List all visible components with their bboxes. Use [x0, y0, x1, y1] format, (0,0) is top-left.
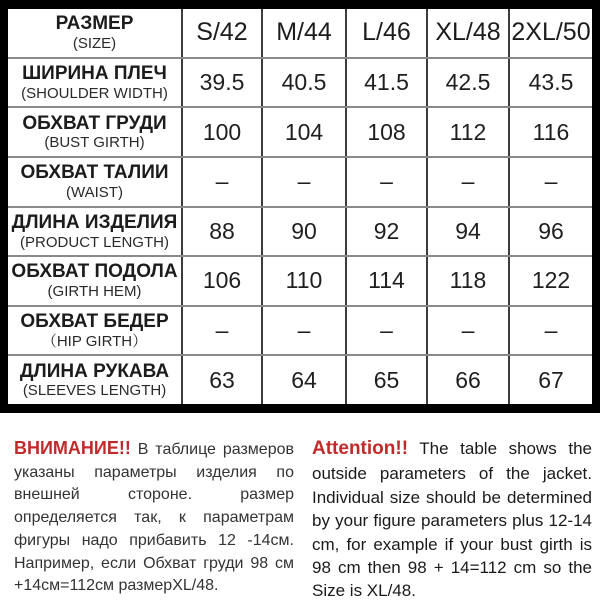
value-cell: – — [263, 307, 347, 355]
header-size-xl48: XL/48 — [428, 9, 510, 57]
value-cell: – — [183, 307, 263, 355]
table-row-shoulder-width — [8, 59, 592, 109]
row-label-ru: ОБХВАТ ПОДОЛА — [11, 261, 178, 283]
value-cell: 104 — [263, 108, 347, 156]
row-label-en: （HIP GIRTH） — [41, 332, 148, 350]
value-cell: – — [347, 307, 428, 355]
row-label-cell — [8, 208, 183, 256]
row-label-cell — [8, 307, 183, 355]
note-english-heading: Attention!! — [312, 438, 409, 459]
value-cell: 110 — [263, 257, 347, 305]
row-label-en: (BUST GIRTH) — [44, 134, 145, 152]
row-label-cell — [8, 356, 183, 404]
row-label-cell — [8, 257, 183, 305]
value-cell: – — [183, 158, 263, 206]
header-size-2xl50: 2XL/50 — [511, 18, 591, 47]
value-cell: 112 — [428, 108, 510, 156]
note-english-body: The table shows the outside parameters of the jacket. Individual size should be determined by your figure parameters plus 12-14 cm, for example if your bust girth is 98 cm then 98 + 14=112 cm so the Size is XL/48. — [312, 439, 592, 600]
row-label-ru: ДЛИНА ИЗДЕЛИЯ — [11, 211, 178, 233]
value-cell: 63 — [183, 356, 263, 404]
row-label-cell — [8, 108, 183, 156]
value-cell: 108 — [347, 108, 428, 156]
table-row-hip-girth — [8, 307, 592, 357]
header-label-ru: РАЗМЕР — [55, 13, 134, 35]
value-cell: 100 — [183, 108, 263, 156]
note-russian-heading: ВНИМАНИЕ!! — [14, 438, 131, 458]
value-cell: 39.5 — [183, 59, 263, 107]
note-russian-body: В таблице размеров указаны параметры изделия по внешней стороне. размер определяется так, к параметрам фигуры надо прибавить 12 -14см. Например, если Обхват груди 98 см +14см=112см размерXL/48. — [14, 441, 294, 595]
table-row-sleeves-length — [8, 356, 592, 404]
row-label-ru: ДЛИНА РУКАВА — [19, 360, 170, 382]
header-size-s42: S/42 — [183, 9, 263, 57]
table-row-bust-girth — [8, 108, 592, 158]
value-cell: – — [347, 158, 428, 206]
note-russian — [14, 436, 294, 600]
row-label-en: (GIRTH HEM) — [47, 283, 142, 301]
value-cell: 94 — [428, 208, 510, 256]
row-label-en: (PRODUCT LENGTH) — [20, 233, 169, 251]
value-cell: 40.5 — [263, 59, 347, 107]
row-label-cell — [8, 158, 183, 206]
note-english — [312, 436, 592, 600]
table-row-product-length — [8, 208, 592, 258]
table-row-girth-hem — [8, 257, 592, 307]
value-cell: 67 — [538, 366, 564, 393]
value-cell: 66 — [428, 356, 510, 404]
row-label-ru: ОБХВАТ БЕДЕР — [20, 311, 169, 333]
value-cell: 106 — [183, 257, 263, 305]
value-cell: – — [544, 317, 558, 344]
header-size-m44: M/44 — [263, 9, 347, 57]
header-size-label-cell — [8, 9, 183, 57]
row-label-ru: ОБХВАТ ТАЛИИ — [20, 162, 169, 184]
value-cell: 41.5 — [347, 59, 428, 107]
value-cell: – — [428, 158, 510, 206]
value-cell: 116 — [532, 118, 570, 145]
value-cell: 118 — [428, 257, 510, 305]
row-label-ru: ОБХВАТ ГРУДИ — [22, 112, 167, 134]
value-cell: – — [544, 168, 558, 195]
row-label-ru: ШИРИНА ПЛЕЧ — [22, 62, 167, 84]
row-label-en: (SHOULDER WIDTH) — [21, 84, 168, 102]
value-cell: 122 — [531, 267, 571, 294]
value-cell: 43.5 — [528, 68, 574, 95]
header-size-l46: L/46 — [347, 9, 428, 57]
header-label-en: (SIZE) — [72, 35, 117, 53]
value-cell: 114 — [347, 257, 428, 305]
table-header-row — [8, 9, 592, 59]
value-cell: 64 — [263, 356, 347, 404]
row-label-cell — [8, 59, 183, 107]
value-cell: 90 — [263, 208, 347, 256]
notes-section — [0, 413, 600, 600]
value-cell: – — [428, 307, 510, 355]
value-cell: 65 — [347, 356, 428, 404]
value-cell: – — [263, 158, 347, 206]
value-cell: 92 — [347, 208, 428, 256]
value-cell: 88 — [183, 208, 263, 256]
value-cell: 42.5 — [428, 59, 510, 107]
row-label-en: (SLEEVES LENGTH) — [22, 382, 167, 400]
value-cell: 96 — [538, 217, 564, 244]
table-row-waist — [8, 158, 592, 208]
row-label-en: (WAIST) — [66, 183, 123, 201]
